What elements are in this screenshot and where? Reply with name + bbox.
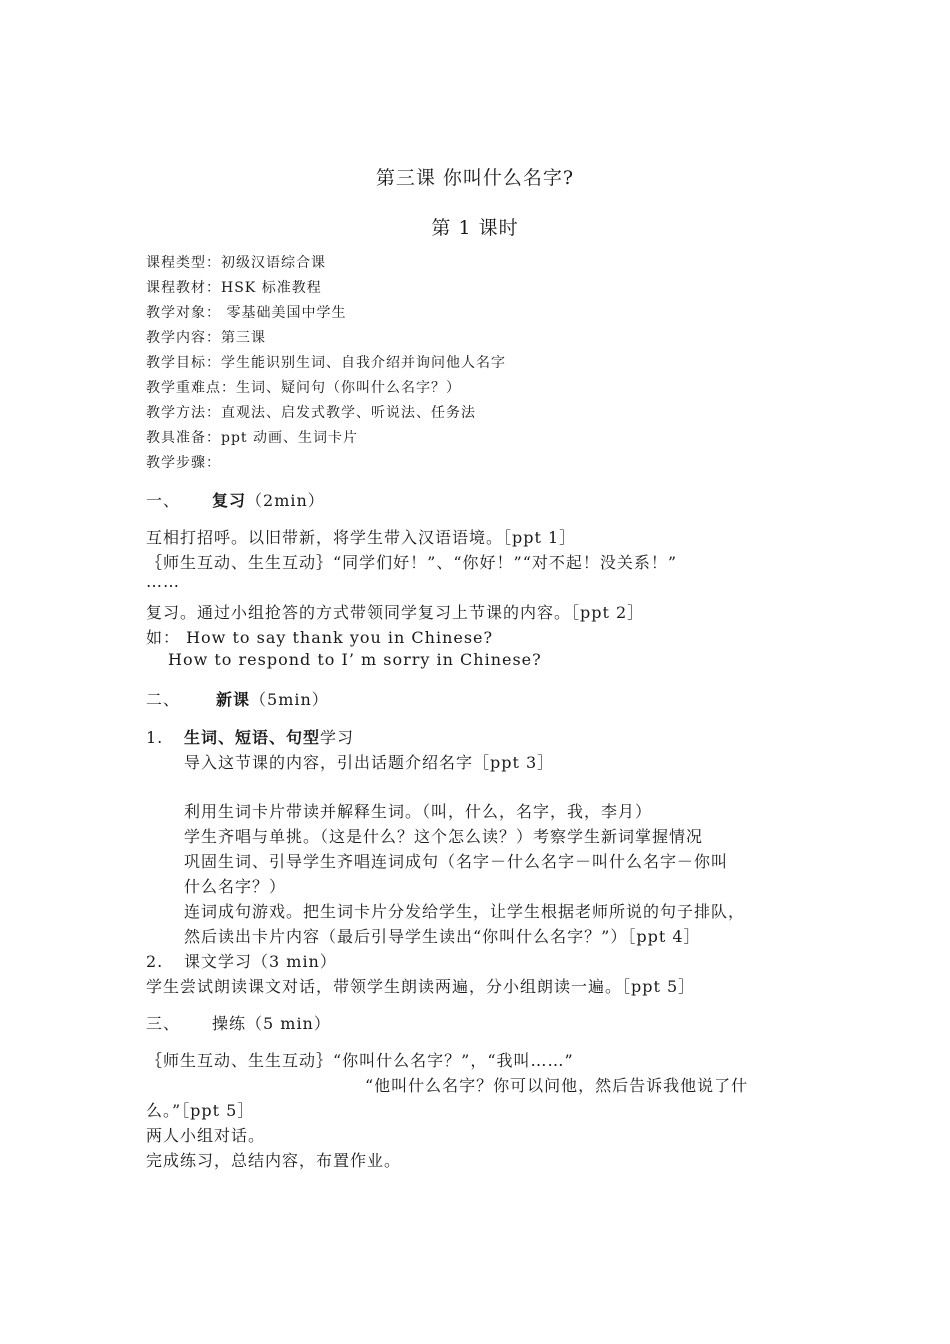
meta-audience: 教学对象： 零基础美国中学生 <box>146 305 347 321</box>
item-2-title: 课文学习（3 min） <box>184 952 337 971</box>
item-1-heading <box>146 725 354 748</box>
section-3-number: 三、 <box>146 1014 181 1033</box>
meta-textbook: 课程教材：HSK 标准教程 <box>146 280 322 296</box>
item-2-number: 2. <box>146 952 164 971</box>
meta-methods: 教学方法：直观法、启发式教学、听说法、任务法 <box>146 405 476 421</box>
section-3-title: 操练（5 min） <box>212 1014 331 1033</box>
section-1-line: 互相打招呼。以旧带新，将学生带入汉语语境。［ppt 1］ <box>146 528 577 547</box>
section-1-number: 一、 <box>146 491 181 510</box>
meta-key-points: 教学重难点：生词、疑问句（你叫什么名字？） <box>146 380 461 396</box>
section-1-line: ｛师生互动、生生互动｝“同学们好！”、“你好！”“对不起！没关系！” <box>146 553 678 572</box>
section-3-heading <box>146 1011 331 1034</box>
section-2-number: 二、 <box>146 690 181 709</box>
item-1-line: 利用生词卡片带读并解释生词。（叫，什么，名字，我，李月） <box>184 802 653 821</box>
item-2-heading <box>146 949 337 972</box>
section-1-line: 复习。通过小组抢答的方式带领同学复习上节课的内容。［ppt 2］ <box>146 603 645 622</box>
section-1-line: How to respond to I’ m sorry in Chinese? <box>168 650 542 669</box>
item-1-line: 然后读出卡片内容（最后引导学生读出“你叫什么名字？”）［ppt 4］ <box>184 927 701 946</box>
meta-course-type: 课程类型：初级汉语综合课 <box>146 255 326 271</box>
item-1-line: 巩固生词、引导学生齐唱连词成句（名字－什么名字－叫什么名字－你叫 <box>184 852 729 871</box>
item-1-number: 1. <box>146 728 164 747</box>
section-2-time: （5min） <box>250 690 329 709</box>
section-2-heading <box>146 687 329 710</box>
section-3-line: 么。”［ppt 5］ <box>146 1101 255 1120</box>
section-3-line: ｛师生互动、生生互动｝“你叫什么名字？”，“我叫……” <box>146 1051 574 1070</box>
lesson-title: 第三课 你叫什么名字? <box>375 167 575 189</box>
section-3-line: “他叫什么名字？你可以问他，然后告诉我他说了什 <box>365 1076 749 1095</box>
item-2-line: 学生尝试朗读课文对话，带领学生朗读两遍，分小组朗读一遍。［ppt 5］ <box>146 977 696 996</box>
item-1-title: 生词、短语、句型 <box>184 728 321 747</box>
section-1-time: （2min） <box>246 491 325 510</box>
meta-materials: 教具准备：ppt 动画、生词卡片 <box>146 430 358 446</box>
meta-content: 教学内容：第三课 <box>146 330 266 346</box>
lesson-subtitle: 第 1 课时 <box>431 217 519 239</box>
item-1-line: 连词成句游戏。把生词卡片分发给学生，让学生根据老师所说的句子排队， <box>184 902 746 921</box>
item-1-line: 学生齐唱与单挑。（这是什么？这个怎么读？）考察学生新词掌握情况 <box>184 827 704 846</box>
meta-steps: 教学步骤： <box>146 455 221 471</box>
item-1-suffix: 学习 <box>320 728 355 747</box>
section-3-line: 完成练习，总结内容，布置作业。 <box>146 1151 402 1170</box>
meta-goal: 教学目标：学生能识别生词、自我介绍并询问他人名字 <box>146 355 506 371</box>
item-1-line: 导入这节课的内容，引出话题介绍名字［ppt 3］ <box>184 753 555 772</box>
section-1-line: …… <box>146 572 180 591</box>
section-2-title: 新课 <box>216 690 251 709</box>
section-1-heading <box>146 488 325 511</box>
section-1-line: 如： How to say thank you in Chinese? <box>146 628 494 647</box>
section-1-title: 复习 <box>212 491 247 510</box>
section-3-line: 两人小组对话。 <box>146 1126 266 1145</box>
item-1-line: 什么名字？） <box>184 877 287 896</box>
